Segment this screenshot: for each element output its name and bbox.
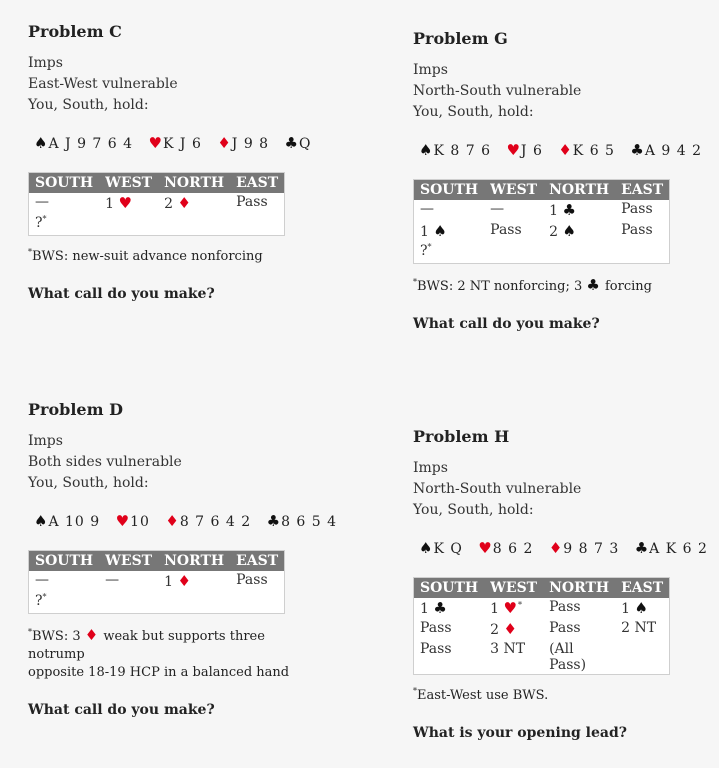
diamonds-holding: J 9 8 <box>231 136 270 152</box>
club-icon: ♣ <box>266 512 281 530</box>
auction-header <box>29 551 285 572</box>
bid-north: Pass <box>549 620 581 636</box>
heart-icon: ♥ <box>148 134 162 152</box>
auction-row <box>414 200 670 221</box>
hand <box>419 141 703 159</box>
clubs-holding: A K 6 2 <box>649 541 708 557</box>
spades-holding: A J 9 7 6 4 <box>48 136 134 152</box>
bid-south: — <box>35 572 49 588</box>
question: What call do you make? <box>28 702 215 718</box>
bid-west: 2 ♦ <box>490 620 517 638</box>
bid-north: (All Pass) <box>549 641 587 673</box>
spade-icon: ♠ <box>34 134 48 152</box>
header-east: EAST <box>230 551 285 572</box>
auction-row <box>414 640 670 675</box>
footnote: *East-West use BWS. <box>413 686 549 703</box>
header-east: EAST <box>615 180 670 201</box>
bid-south: Pass <box>420 641 452 657</box>
problem-g <box>413 29 703 332</box>
auction-table <box>28 550 285 614</box>
bid-south: ?* <box>420 242 432 259</box>
auction-row <box>29 214 285 236</box>
scoring: Imps <box>413 62 448 78</box>
bid-west: — <box>105 572 120 588</box>
club-icon: ♣ <box>586 276 600 294</box>
header-west: WEST <box>484 180 543 201</box>
bid-west: — <box>490 201 505 217</box>
bid-north: 2 ♠ <box>549 222 576 240</box>
header-south: SOUTH <box>29 551 100 572</box>
diamond-icon: ♦ <box>503 620 517 638</box>
clubs-holding: 8 6 5 4 <box>281 514 338 530</box>
hold-prompt: You, South, hold: <box>28 97 149 113</box>
question: What call do you make? <box>413 316 600 332</box>
club-icon: ♣ <box>562 201 576 219</box>
header-north: NORTH <box>158 551 230 572</box>
scoring: Imps <box>28 433 63 449</box>
bid-north: Pass <box>549 599 581 615</box>
bid-east: Pass <box>621 222 653 238</box>
header-north: NORTH <box>158 173 230 194</box>
bid-east: Pass <box>621 201 653 217</box>
auction-table <box>28 172 285 236</box>
vulnerability: North-South vulnerable <box>413 481 582 497</box>
header-south: SOUTH <box>414 578 485 599</box>
bid-west: 3 NT <box>490 641 526 657</box>
question: What call do you make? <box>28 286 215 302</box>
auction-table <box>413 577 670 675</box>
footnote: *BWS: 2 NT nonforcing; 3 ♣ forcing <box>413 276 652 294</box>
vulnerability: North-South vulnerable <box>413 83 582 99</box>
auction-row <box>29 193 285 214</box>
auction-row <box>29 571 285 592</box>
bid-south: ?* <box>35 214 47 231</box>
hearts-holding: 10 <box>130 514 150 530</box>
bid-south: Pass <box>420 620 452 636</box>
problem-title: Problem H <box>413 427 510 446</box>
bid-south: 1 ♣ <box>420 599 447 617</box>
footnote: *BWS: new-suit advance nonforcing <box>28 247 263 264</box>
club-icon: ♣ <box>630 141 644 159</box>
diamond-icon: ♦ <box>548 539 563 557</box>
spade-icon: ♠ <box>634 599 648 617</box>
vulnerability: Both sides vulnerable <box>28 454 182 470</box>
clubs-holding: Q <box>299 136 312 152</box>
bid-north: 1 ♣ <box>549 201 576 219</box>
hand <box>34 512 338 530</box>
scoring: Imps <box>28 55 63 71</box>
bid-south: ?* <box>35 592 47 609</box>
hand <box>34 134 318 152</box>
diamond-icon: ♦ <box>177 572 191 590</box>
bid-east: 2 NT <box>621 620 657 636</box>
diamonds-holding: 9 8 7 3 <box>563 541 620 557</box>
diamond-icon: ♦ <box>165 512 179 530</box>
auction-header <box>29 173 285 194</box>
spades-holding: K Q <box>433 541 463 557</box>
scoring: Imps <box>413 460 448 476</box>
spade-icon: ♠ <box>34 512 48 530</box>
hearts-holding: K J 6 <box>162 136 202 152</box>
header-west: WEST <box>484 578 543 599</box>
auction-row <box>414 598 670 619</box>
bid-south: 1 ♠ <box>420 222 447 240</box>
header-south: SOUTH <box>414 180 485 201</box>
bid-north: 1 ♦ <box>164 572 191 590</box>
bid-east: Pass <box>236 572 268 588</box>
hearts-holding: 8 6 2 <box>492 541 534 557</box>
heart-icon: ♥ <box>118 194 132 212</box>
header-west: WEST <box>99 173 158 194</box>
diamond-icon: ♦ <box>558 141 572 159</box>
problem-h <box>413 427 708 741</box>
footnote: *BWS: 3 ♦ weak but supports three notrump opposite 18-19 HCP in a balanced hand <box>28 626 290 680</box>
bid-north: 2 ♦ <box>164 194 191 212</box>
hold-prompt: You, South, hold: <box>413 104 534 120</box>
auction-row <box>414 619 670 640</box>
spades-holding: K 8 7 6 <box>433 143 491 159</box>
heart-icon: ♥ <box>115 512 130 530</box>
bid-south: — <box>420 201 434 217</box>
auction-table <box>413 179 670 264</box>
heart-icon: ♥ <box>503 599 517 617</box>
problem-c <box>28 22 318 302</box>
spade-icon: ♠ <box>433 222 447 240</box>
bid-east: Pass <box>236 194 268 210</box>
bid-west: 1 ♥ <box>105 194 132 212</box>
header-south: SOUTH <box>29 173 100 194</box>
question: What is your opening lead? <box>413 725 627 741</box>
diamonds-holding: K 6 5 <box>572 143 615 159</box>
auction-header <box>414 180 670 201</box>
auction-row <box>29 592 285 614</box>
clubs-holding: A 9 4 2 <box>644 143 703 159</box>
bid-south: — <box>35 194 49 210</box>
club-icon: ♣ <box>284 134 298 152</box>
spade-icon: ♠ <box>562 222 576 240</box>
diamond-icon: ♦ <box>84 626 99 644</box>
auction-header <box>414 578 670 599</box>
bid-west: Pass <box>490 222 522 238</box>
header-north: NORTH <box>543 180 615 201</box>
header-north: NORTH <box>543 578 615 599</box>
bid-west: 1 ♥* <box>490 599 522 617</box>
heart-icon: ♥ <box>506 141 520 159</box>
auction-row <box>414 221 670 242</box>
spade-icon: ♠ <box>419 539 433 557</box>
club-icon: ♣ <box>634 539 649 557</box>
vulnerability: East-West vulnerable <box>28 76 178 92</box>
header-east: EAST <box>230 173 285 194</box>
hand <box>419 539 708 557</box>
problem-title: Problem G <box>413 29 508 48</box>
header-west: WEST <box>99 551 158 572</box>
club-icon: ♣ <box>433 599 447 617</box>
diamond-icon: ♦ <box>217 134 231 152</box>
hold-prompt: You, South, hold: <box>28 475 149 491</box>
bid-east <box>615 640 670 675</box>
auction-row <box>414 242 670 264</box>
bid-east: 1 ♠ <box>621 599 648 617</box>
diamonds-holding: 8 7 6 4 2 <box>179 514 252 530</box>
hold-prompt: You, South, hold: <box>413 502 534 518</box>
diamond-icon: ♦ <box>177 194 191 212</box>
spade-icon: ♠ <box>419 141 433 159</box>
problem-title: Problem C <box>28 22 122 41</box>
header-east: EAST <box>615 578 670 599</box>
spades-holding: A 10 9 <box>48 514 101 530</box>
hearts-holding: J 6 <box>520 143 543 159</box>
heart-icon: ♥ <box>478 539 492 557</box>
problem-d <box>28 400 338 718</box>
problem-title: Problem D <box>28 400 123 419</box>
